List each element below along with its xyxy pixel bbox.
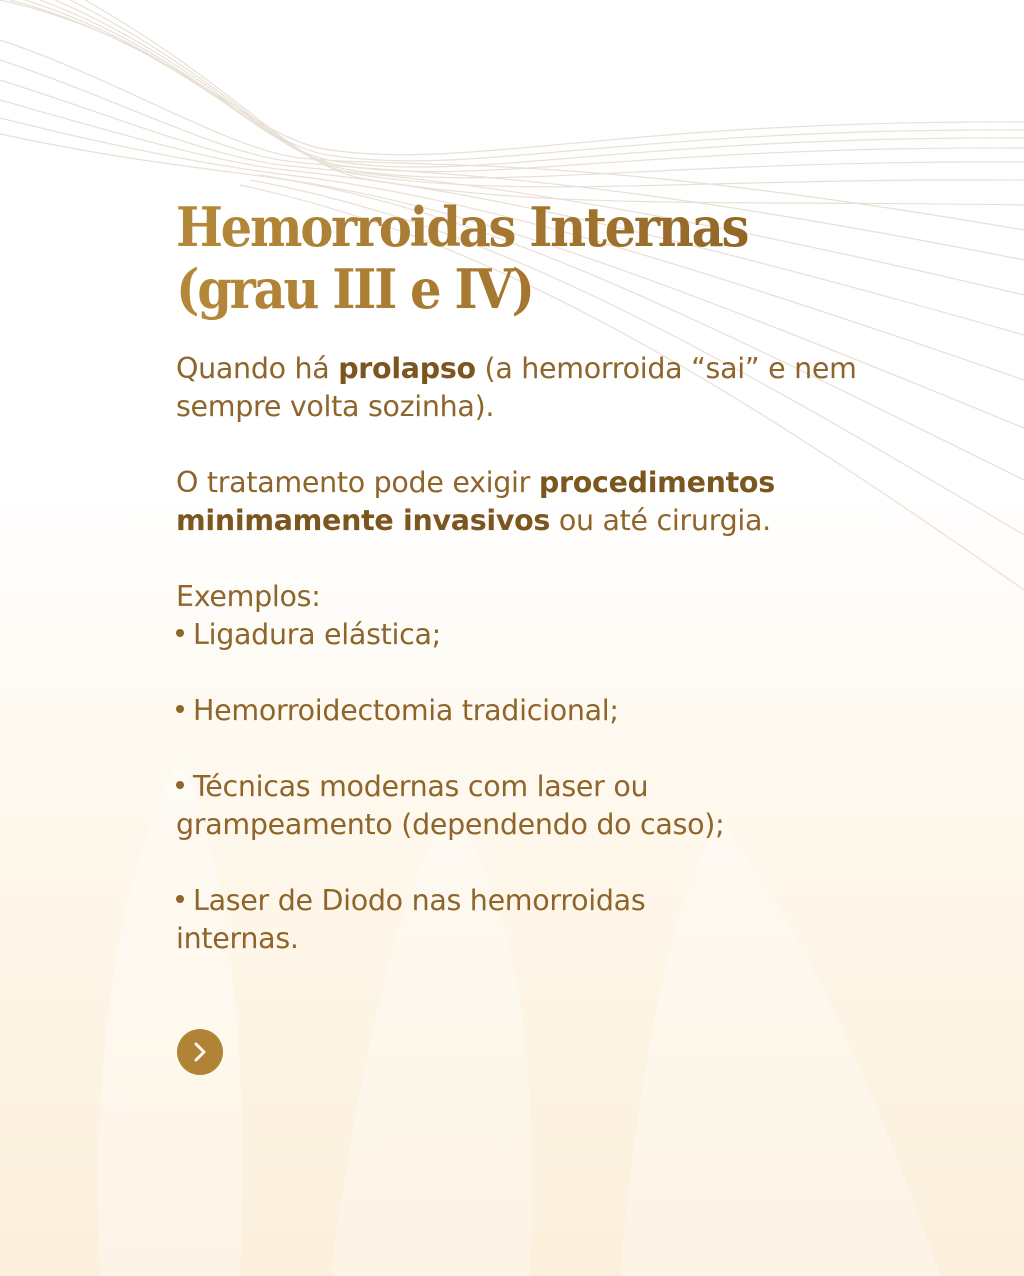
bullet-icon [176,895,184,903]
bullet-icon [176,781,184,789]
list-item [176,768,756,844]
text: (a hemorroida “sai” e nem sempre volta sozinha). [176,352,857,423]
title-line-1: Hemorroidas Internas [176,195,748,259]
list-item [176,616,756,654]
list-item [176,692,756,730]
bullet-icon [176,629,184,637]
chevron-right-icon [190,1040,210,1064]
bold-term: procedimentos minimamente invasivos [176,466,775,537]
next-slide-button[interactable] [177,1029,223,1075]
list-item-text: Laser de Diodo nas hemorroidas internas. [176,884,646,955]
title-line-2: (grau III e IV) [176,257,533,321]
list-item-text: Hemorroidectomia tradicional; [193,694,619,727]
examples-label: Exemplos: [176,580,321,613]
text: Quando há [176,352,339,385]
bold-term: prolapso [338,352,476,385]
examples-list [176,616,876,958]
text: ou até cirurgia. [550,504,771,537]
slide-content [176,196,876,996]
list-item-text: Técnicas modernas com laser ou grampeamento (dependendo do caso); [176,770,725,841]
list-item [176,882,756,958]
list-item-text: Ligadura elástica; [193,618,441,651]
prolapse-paragraph [176,350,876,426]
bullet-icon [176,705,184,713]
treatment-paragraph [176,464,866,540]
slide-title [176,196,802,320]
text: O tratamento pode exigir [176,466,539,499]
